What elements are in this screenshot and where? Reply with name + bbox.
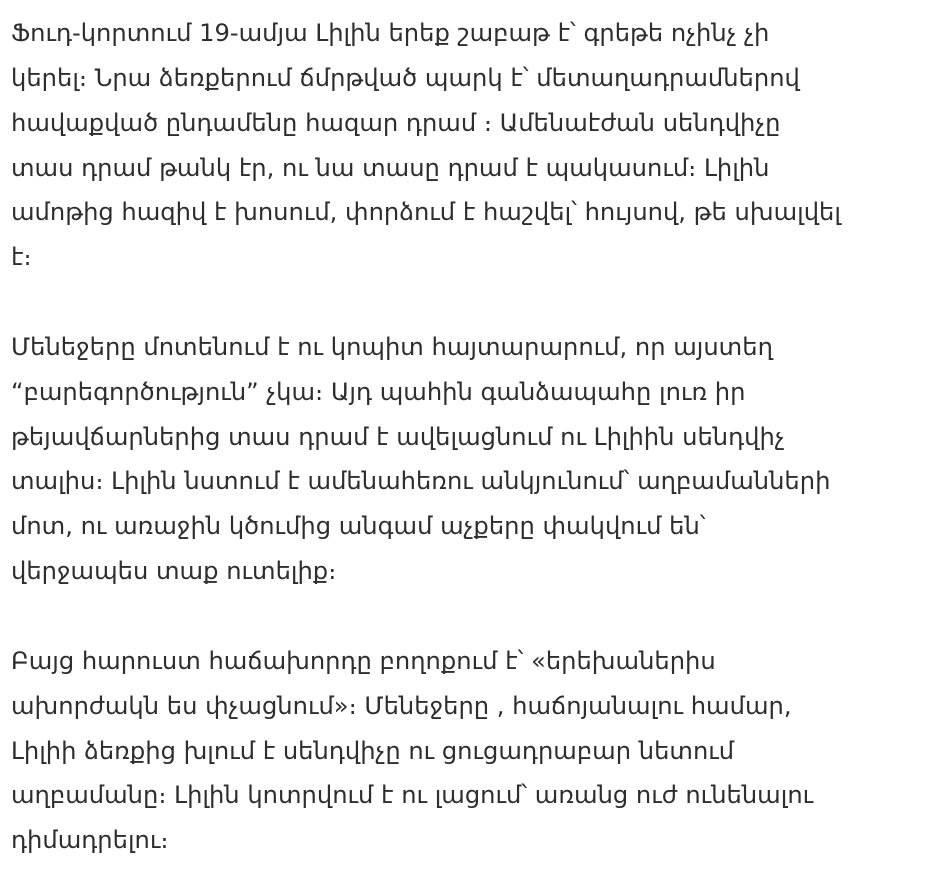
paragraph-3: Բայց հարուստ հաճախորդը բողոքում է՝ «երեխաներիս ախորժակն ես փչացնում»։ Մենեջերը , հաճոյանալու համար, Լիլիի ձեռքից խլում է սենդվիչը ու ցուցադրաբար նետում աղբամանը։ Լիլին կոտրվում է ու լացում՝ առանց ուժ ունենալու դիմադրելու։ [11, 646, 814, 855]
paragraph-spacer [11, 594, 926, 639]
paragraph-2: Մենեջերը մոտենում է ու կոպիտ հայտարարում, որ այստեղ “բարեգործություն” չկա։ Այդ պահին գանձապահը լուռ իր թեյավճարներից տաս դրամ է ավելացնում ու Լիլիին սենդվիչ տալիս։ Լիլին նստում է ամենահեռու անկյունում՝ աղբամանների մոտ, ու առաջին կծումից անգամ աչքերը փակվում են՝ վերջապես տաք ուտելիք։ [11, 332, 831, 586]
paragraph-spacer [11, 280, 926, 325]
paragraph-1: Ֆուդ-կորտում 19-ամյա Լիլին երեք շաբաթ է՝ գրեթե ոչինչ չի կերել։ Նրա ձեռքերում ճմրթված պարկ է՝ մետաղադրամներով հավաքված ընդամենը հազար դրամ ։ Ամենաէժան սենդվիչը տաս դրամ թանկ էր, ու նա տասը դրամ է պակասում։ Լիլին ամոթից հազիվ է խոսում, փորձում է հաշվել՝ հույսով, թե սխալվել է։ [11, 19, 841, 272]
